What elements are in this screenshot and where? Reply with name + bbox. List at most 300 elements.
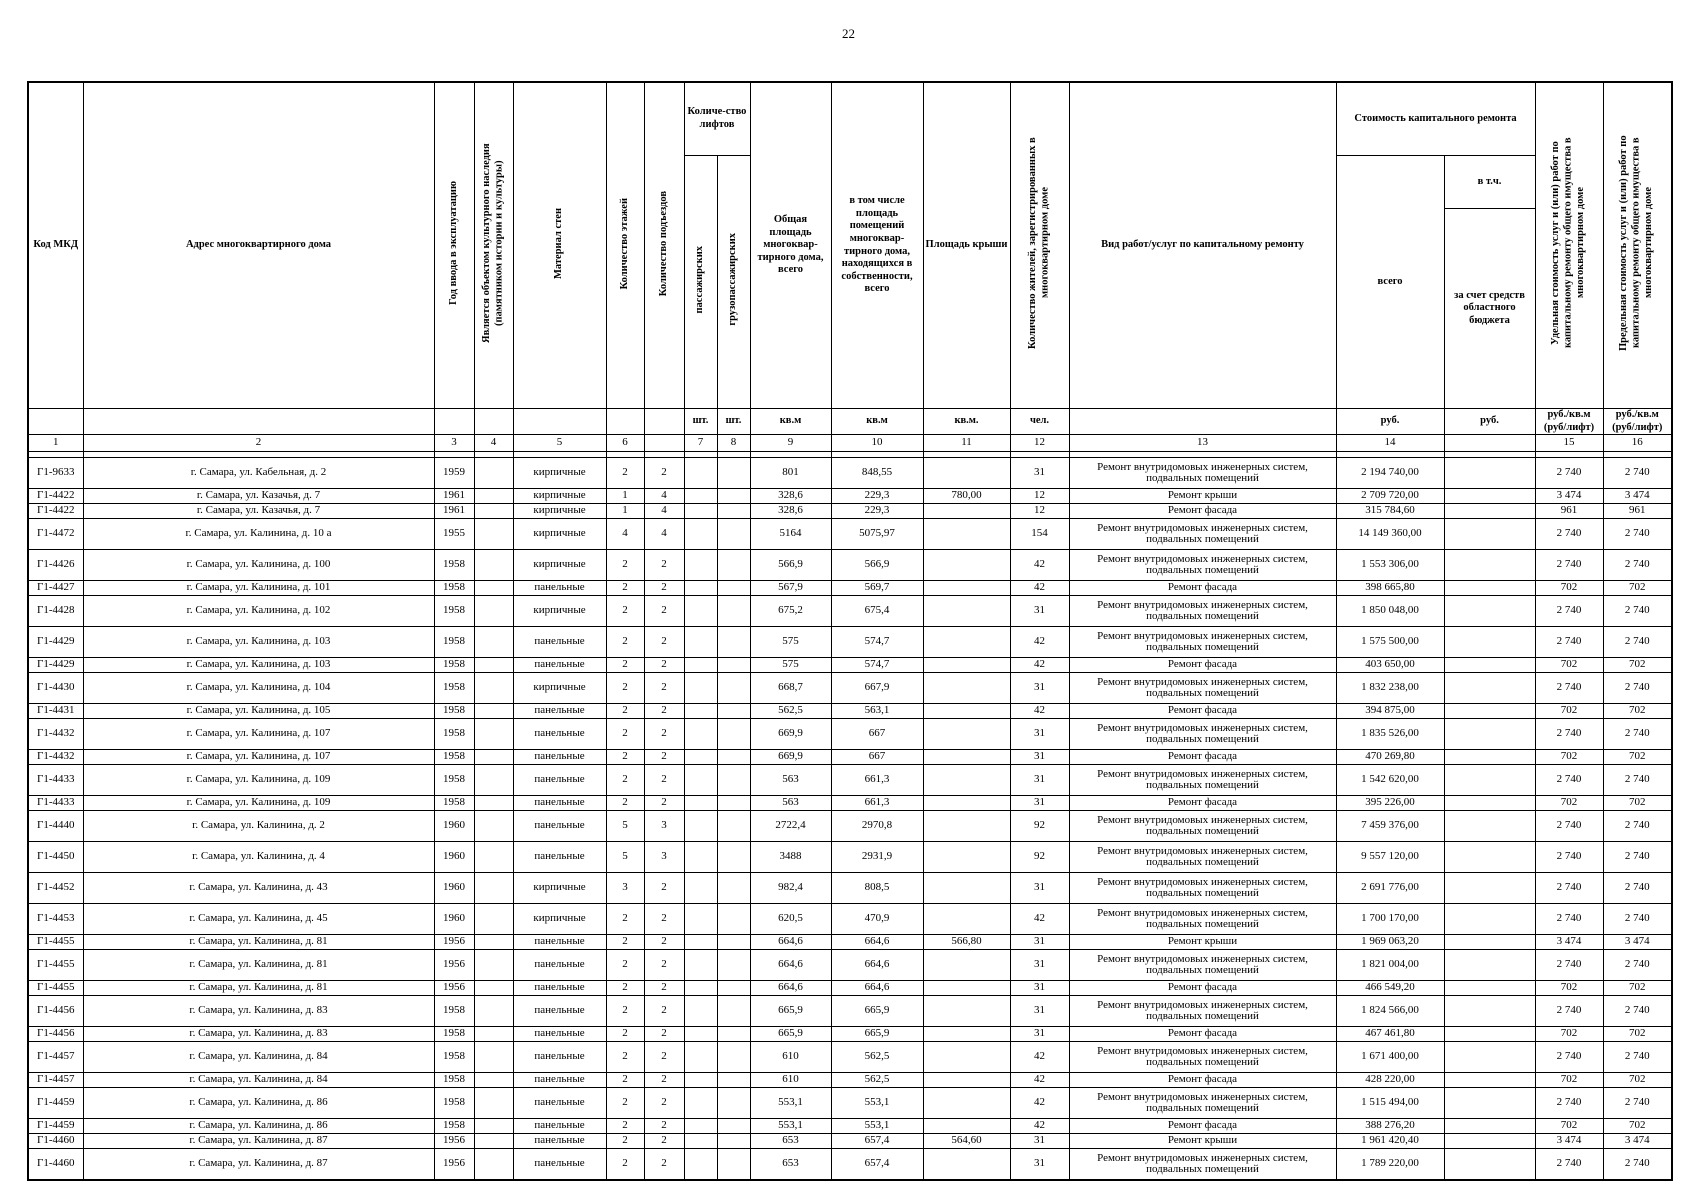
- row-cost-total: 1 575 500,00: [1336, 627, 1444, 658]
- row-material: панельные: [513, 842, 606, 873]
- header-cost-total: всего: [1336, 156, 1444, 409]
- row-code: Г1-4428: [28, 596, 83, 627]
- empty-cell: [684, 1119, 717, 1134]
- row-material: панельные: [513, 581, 606, 596]
- row-total-area: 664,6: [750, 935, 831, 950]
- table-row: [28, 489, 1672, 504]
- row-roof-area: [923, 519, 1010, 550]
- row-work-type: Ремонт фасада: [1069, 981, 1336, 996]
- row-entrances: 2: [644, 1134, 684, 1149]
- row-material: кирпичные: [513, 873, 606, 904]
- row-owned-area: 2931,9: [831, 842, 923, 873]
- row-cost-total: 388 276,20: [1336, 1119, 1444, 1134]
- row-limit-cost: 2 740: [1603, 519, 1672, 550]
- empty-cell: [717, 765, 750, 796]
- row-unit-cost: 2 740: [1535, 950, 1603, 981]
- empty-cell: [474, 658, 513, 673]
- row-work-type: Ремонт внутридомовых инженерных систем, подвальных помещений: [1069, 596, 1336, 627]
- row-work-type: Ремонт внутридомовых инженерных систем, подвальных помещений: [1069, 765, 1336, 796]
- row-owned-area: 569,7: [831, 581, 923, 596]
- row-entrances: 2: [644, 950, 684, 981]
- row-entrances: 2: [644, 719, 684, 750]
- row-work-type: Ремонт внутридомовых инженерных систем, подвальных помещений: [1069, 1149, 1336, 1181]
- row-total-area: 653: [750, 1149, 831, 1181]
- row-entrances: 3: [644, 811, 684, 842]
- row-cost-total: 1 961 420,40: [1336, 1134, 1444, 1149]
- row-year: 1960: [434, 811, 474, 842]
- empty-cell: [474, 550, 513, 581]
- empty-cell: [1444, 950, 1535, 981]
- table-row: [28, 1088, 1672, 1119]
- row-unit-cost: 961: [1535, 504, 1603, 519]
- row-owned-area: 667: [831, 719, 923, 750]
- empty-cell: [684, 1088, 717, 1119]
- row-limit-cost: 2 740: [1603, 673, 1672, 704]
- row-code: Г1-4450: [28, 842, 83, 873]
- empty-cell: [1444, 842, 1535, 873]
- row-work-type: Ремонт внутридомовых инженерных систем, подвальных помещений: [1069, 550, 1336, 581]
- row-residents: 42: [1010, 704, 1069, 719]
- header-unit-cost: Удельная стоимость услуг и (или) работ по капитальному ремонту общего имущества в многоквартирном доме: [1535, 82, 1603, 409]
- row-owned-area: 661,3: [831, 765, 923, 796]
- row-year: 1959: [434, 458, 474, 489]
- row-code: Г1-4457: [28, 1073, 83, 1088]
- row-address: г. Самара, ул. Калинина, д. 45: [83, 904, 434, 935]
- row-total-area: 2722,4: [750, 811, 831, 842]
- row-roof-area: [923, 1027, 1010, 1042]
- row-owned-area: 657,4: [831, 1134, 923, 1149]
- empty-cell: [474, 704, 513, 719]
- empty-cell: [684, 458, 717, 489]
- empty-cell: [1444, 719, 1535, 750]
- row-cost-total: 466 549,20: [1336, 981, 1444, 996]
- empty-cell: [1444, 1042, 1535, 1073]
- col-number: 8: [717, 435, 750, 452]
- row-entrances: 2: [644, 1073, 684, 1088]
- table-row: [28, 458, 1672, 489]
- row-residents: 31: [1010, 750, 1069, 765]
- row-material: кирпичные: [513, 550, 606, 581]
- row-unit-cost: 702: [1535, 750, 1603, 765]
- empty-cell: [684, 765, 717, 796]
- row-code: Г1-4433: [28, 765, 83, 796]
- row-address: г. Самара, ул. Калинина, д. 104: [83, 673, 434, 704]
- row-work-type: Ремонт внутридомовых инженерных систем, подвальных помещений: [1069, 719, 1336, 750]
- row-entrances: 2: [644, 873, 684, 904]
- row-year: 1958: [434, 627, 474, 658]
- empty-cell: [1444, 596, 1535, 627]
- table-row: [28, 627, 1672, 658]
- row-code: Г1-4452: [28, 873, 83, 904]
- row-year: 1961: [434, 504, 474, 519]
- row-total-area: 982,4: [750, 873, 831, 904]
- empty-cell: [717, 1027, 750, 1042]
- row-material: панельные: [513, 1027, 606, 1042]
- row-work-type: Ремонт внутридомовых инженерных систем, подвальных помещений: [1069, 458, 1336, 489]
- row-work-type: Ремонт внутридомовых инженерных систем, подвальных помещений: [1069, 811, 1336, 842]
- row-year: 1958: [434, 673, 474, 704]
- row-residents: 42: [1010, 904, 1069, 935]
- row-roof-area: [923, 811, 1010, 842]
- row-work-type: Ремонт фасада: [1069, 1027, 1336, 1042]
- row-unit-cost: 2 740: [1535, 1042, 1603, 1073]
- header-year: Год ввода в эксплуатацию: [434, 82, 474, 409]
- row-code: Г1-4432: [28, 750, 83, 765]
- row-unit-cost: 2 740: [1535, 673, 1603, 704]
- row-owned-area: 574,7: [831, 658, 923, 673]
- empty-cell: [1444, 704, 1535, 719]
- row-limit-cost: 3 474: [1603, 489, 1672, 504]
- empty-cell: [717, 750, 750, 765]
- row-cost-total: 394 875,00: [1336, 704, 1444, 719]
- table-row: [28, 1027, 1672, 1042]
- col-number: 2: [83, 435, 434, 452]
- row-unit-cost: 2 740: [1535, 811, 1603, 842]
- empty-cell: [684, 627, 717, 658]
- row-year: 1958: [434, 996, 474, 1027]
- col-number: 4: [474, 435, 513, 452]
- col-number: 9: [750, 435, 831, 452]
- row-owned-area: 661,3: [831, 796, 923, 811]
- table-row: [28, 765, 1672, 796]
- row-address: г. Самара, ул. Калинина, д. 4: [83, 842, 434, 873]
- row-entrances: 2: [644, 658, 684, 673]
- row-limit-cost: 2 740: [1603, 627, 1672, 658]
- row-limit-cost: 2 740: [1603, 904, 1672, 935]
- row-address: г. Самара, ул. Калинина, д. 81: [83, 981, 434, 996]
- row-address: г. Самара, ул. Калинина, д. 102: [83, 596, 434, 627]
- row-entrances: 4: [644, 519, 684, 550]
- row-year: 1958: [434, 750, 474, 765]
- row-roof-area: [923, 996, 1010, 1027]
- row-owned-area: 665,9: [831, 996, 923, 1027]
- row-address: г. Самара, ул. Калинина, д. 81: [83, 935, 434, 950]
- unit-total-area: кв.м: [750, 409, 831, 435]
- row-cost-total: 467 461,80: [1336, 1027, 1444, 1042]
- row-floors: 2: [606, 935, 644, 950]
- row-owned-area: 5075,97: [831, 519, 923, 550]
- row-cost-total: 398 665,80: [1336, 581, 1444, 596]
- row-address: г. Самара, ул. Калинина, д. 103: [83, 627, 434, 658]
- row-material: панельные: [513, 1149, 606, 1181]
- row-residents: 31: [1010, 1134, 1069, 1149]
- empty-cell: [1444, 658, 1535, 673]
- row-address: г. Самара, ул. Калинина, д. 87: [83, 1149, 434, 1181]
- row-material: панельные: [513, 750, 606, 765]
- row-entrances: 2: [644, 704, 684, 719]
- col-number: 16: [1603, 435, 1672, 452]
- header-cost-incl: в т.ч.: [1444, 156, 1535, 209]
- empty-cell: [717, 873, 750, 904]
- row-limit-cost: 3 474: [1603, 1134, 1672, 1149]
- row-material: панельные: [513, 765, 606, 796]
- row-material: панельные: [513, 1119, 606, 1134]
- empty-cell: [1444, 489, 1535, 504]
- row-entrances: 2: [644, 673, 684, 704]
- row-cost-total: 7 459 376,00: [1336, 811, 1444, 842]
- row-floors: 2: [606, 658, 644, 673]
- row-address: г. Самара, ул. Калинина, д. 43: [83, 873, 434, 904]
- empty-cell: [717, 811, 750, 842]
- row-code: Г1-4440: [28, 811, 83, 842]
- col-number: 14: [1336, 435, 1444, 452]
- row-entrances: 2: [644, 1027, 684, 1042]
- empty-cell: [717, 704, 750, 719]
- row-floors: 2: [606, 550, 644, 581]
- col-number: 15: [1535, 435, 1603, 452]
- row-residents: 31: [1010, 458, 1069, 489]
- row-cost-total: 1 542 620,00: [1336, 765, 1444, 796]
- empty-cell: [474, 981, 513, 996]
- row-entrances: 2: [644, 796, 684, 811]
- empty-cell: [717, 981, 750, 996]
- row-cost-total: 1 835 526,00: [1336, 719, 1444, 750]
- row-cost-total: 1 824 566,00: [1336, 996, 1444, 1027]
- row-entrances: 2: [644, 1149, 684, 1181]
- row-work-type: Ремонт фасада: [1069, 1073, 1336, 1088]
- empty-cell: [474, 504, 513, 519]
- row-roof-area: [923, 873, 1010, 904]
- empty-cell: [684, 981, 717, 996]
- row-material: панельные: [513, 627, 606, 658]
- empty-cell: [474, 581, 513, 596]
- row-roof-area: [923, 596, 1010, 627]
- row-roof-area: 564,60: [923, 1134, 1010, 1149]
- row-code: Г1-4430: [28, 673, 83, 704]
- row-year: 1958: [434, 550, 474, 581]
- empty-cell: [474, 796, 513, 811]
- row-work-type: Ремонт фасада: [1069, 581, 1336, 596]
- row-address: г. Самара, ул. Калинина, д. 109: [83, 765, 434, 796]
- header-entrances: Количество подъездов: [644, 82, 684, 409]
- empty-cell: [1444, 796, 1535, 811]
- row-code: Г1-4433: [28, 796, 83, 811]
- empty-cell: [474, 996, 513, 1027]
- header-lifts-passenger: пассажирских: [684, 156, 717, 409]
- row-residents: 31: [1010, 935, 1069, 950]
- empty-cell: [1444, 673, 1535, 704]
- row-residents: 31: [1010, 996, 1069, 1027]
- row-address: г. Самара, ул. Калинина, д. 100: [83, 550, 434, 581]
- row-work-type: Ремонт фасада: [1069, 1119, 1336, 1134]
- row-work-type: Ремонт внутридомовых инженерных систем, подвальных помещений: [1069, 842, 1336, 873]
- row-roof-area: [923, 504, 1010, 519]
- row-code: Г1-4429: [28, 627, 83, 658]
- row-code: Г1-4460: [28, 1134, 83, 1149]
- table-row: [28, 719, 1672, 750]
- row-total-area: 5164: [750, 519, 831, 550]
- row-material: кирпичные: [513, 904, 606, 935]
- row-total-area: 668,7: [750, 673, 831, 704]
- row-unit-cost: 2 740: [1535, 519, 1603, 550]
- table-row: [28, 596, 1672, 627]
- empty-cell: [684, 1134, 717, 1149]
- row-code: Г1-4455: [28, 935, 83, 950]
- empty-cell: [717, 658, 750, 673]
- empty-cell: [474, 1088, 513, 1119]
- empty-cell: [1444, 981, 1535, 996]
- row-owned-area: 667: [831, 750, 923, 765]
- row-unit-cost: 2 740: [1535, 596, 1603, 627]
- header-cost-budget: за счет средств областного бюджета: [1444, 209, 1535, 409]
- empty-cell: [1444, 904, 1535, 935]
- row-owned-area: 562,5: [831, 1042, 923, 1073]
- row-cost-total: 315 784,60: [1336, 504, 1444, 519]
- row-residents: 42: [1010, 581, 1069, 596]
- row-material: панельные: [513, 981, 606, 996]
- header-roof-area: Площадь крыши: [923, 82, 1010, 409]
- row-residents: 42: [1010, 550, 1069, 581]
- row-material: панельные: [513, 1134, 606, 1149]
- row-floors: 2: [606, 704, 644, 719]
- empty-cell: [1444, 996, 1535, 1027]
- empty-cell: [1444, 811, 1535, 842]
- row-year: 1958: [434, 1073, 474, 1088]
- row-owned-area: 562,5: [831, 1073, 923, 1088]
- row-total-area: 675,2: [750, 596, 831, 627]
- row-cost-total: 403 650,00: [1336, 658, 1444, 673]
- empty-cell: [474, 1134, 513, 1149]
- row-year: 1961: [434, 489, 474, 504]
- row-owned-area: 229,3: [831, 504, 923, 519]
- row-total-area: 566,9: [750, 550, 831, 581]
- empty-cell: [684, 996, 717, 1027]
- row-limit-cost: 702: [1603, 1027, 1672, 1042]
- row-residents: 31: [1010, 796, 1069, 811]
- row-code: Г1-4455: [28, 981, 83, 996]
- table-row: [28, 811, 1672, 842]
- row-limit-cost: 3 474: [1603, 935, 1672, 950]
- row-residents: 31: [1010, 950, 1069, 981]
- row-material: панельные: [513, 1042, 606, 1073]
- row-unit-cost: 702: [1535, 704, 1603, 719]
- table-row: [28, 796, 1672, 811]
- row-year: 1958: [434, 719, 474, 750]
- row-year: 1958: [434, 1088, 474, 1119]
- row-address: г. Самара, ул. Казачья, д. 7: [83, 504, 434, 519]
- row-code: Г1-4472: [28, 519, 83, 550]
- empty-cell: [474, 1073, 513, 1088]
- empty-cell: [474, 842, 513, 873]
- unit-roof-area: кв.м.: [923, 409, 1010, 435]
- row-year: 1958: [434, 1027, 474, 1042]
- empty-cell: [474, 765, 513, 796]
- empty-cell: [717, 996, 750, 1027]
- empty-cell: [684, 811, 717, 842]
- row-address: г. Самара, ул. Калинина, д. 84: [83, 1042, 434, 1073]
- row-code: Г1-4456: [28, 1027, 83, 1042]
- row-code: Г1-4460: [28, 1149, 83, 1181]
- col-number: 13: [1069, 435, 1336, 452]
- row-code: Г1-4457: [28, 1042, 83, 1073]
- empty-cell: [684, 658, 717, 673]
- row-owned-area: 848,55: [831, 458, 923, 489]
- table-row: [28, 935, 1672, 950]
- row-floors: 2: [606, 627, 644, 658]
- row-residents: 92: [1010, 811, 1069, 842]
- row-address: г. Самара, ул. Калинина, д. 107: [83, 719, 434, 750]
- row-residents: 31: [1010, 765, 1069, 796]
- row-residents: 31: [1010, 596, 1069, 627]
- empty-cell: [684, 719, 717, 750]
- row-unit-cost: 2 740: [1535, 1088, 1603, 1119]
- row-material: панельные: [513, 1073, 606, 1088]
- row-entrances: 2: [644, 996, 684, 1027]
- row-floors: 2: [606, 1088, 644, 1119]
- row-material: кирпичные: [513, 673, 606, 704]
- empty-cell: [684, 519, 717, 550]
- row-address: г. Самара, ул. Калинина, д. 81: [83, 950, 434, 981]
- row-code: Г1-4431: [28, 704, 83, 719]
- header-owned-area: в том числе площадь помещений многоквар-тирного дома, находящихся в собственности, всего: [831, 82, 923, 409]
- header-address: Адрес многоквартирного дома: [83, 82, 434, 409]
- row-total-area: 328,6: [750, 504, 831, 519]
- row-roof-area: [923, 658, 1010, 673]
- col-number: 3: [434, 435, 474, 452]
- row-material: кирпичные: [513, 504, 606, 519]
- empty-cell: [684, 904, 717, 935]
- row-total-area: 562,5: [750, 704, 831, 719]
- row-residents: 42: [1010, 1073, 1069, 1088]
- empty-cell: [474, 950, 513, 981]
- empty-cell: [474, 673, 513, 704]
- row-limit-cost: 702: [1603, 750, 1672, 765]
- row-material: кирпичные: [513, 489, 606, 504]
- row-year: 1956: [434, 935, 474, 950]
- row-material: кирпичные: [513, 458, 606, 489]
- row-limit-cost: 702: [1603, 796, 1672, 811]
- header-heritage: Является объектом культурного наследия (памятником истории и культуры): [474, 82, 513, 409]
- row-roof-area: [923, 1119, 1010, 1134]
- header-code: Код МКД: [28, 82, 83, 409]
- empty-cell: [474, 519, 513, 550]
- row-material: панельные: [513, 950, 606, 981]
- row-code: Г1-4453: [28, 904, 83, 935]
- row-residents: 154: [1010, 519, 1069, 550]
- empty-cell: [717, 489, 750, 504]
- row-entrances: 2: [644, 1042, 684, 1073]
- row-work-type: Ремонт фасада: [1069, 704, 1336, 719]
- row-roof-area: [923, 719, 1010, 750]
- col-number: 7: [684, 435, 717, 452]
- row-owned-area: 665,9: [831, 1027, 923, 1042]
- row-owned-area: 563,1: [831, 704, 923, 719]
- empty-cell: [684, 950, 717, 981]
- row-total-area: 801: [750, 458, 831, 489]
- col-number: [644, 435, 684, 452]
- empty-cell: [684, 550, 717, 581]
- row-code: Г1-9633: [28, 458, 83, 489]
- table-row: [28, 504, 1672, 519]
- row-entrances: 2: [644, 935, 684, 950]
- row-residents: 12: [1010, 489, 1069, 504]
- row-residents: 42: [1010, 658, 1069, 673]
- row-total-area: 553,1: [750, 1088, 831, 1119]
- row-work-type: Ремонт внутридомовых инженерных систем, подвальных помещений: [1069, 1088, 1336, 1119]
- row-owned-area: 664,6: [831, 950, 923, 981]
- row-residents: 31: [1010, 673, 1069, 704]
- row-address: г. Самара, ул. Калинина, д. 86: [83, 1119, 434, 1134]
- row-limit-cost: 2 740: [1603, 719, 1672, 750]
- row-code: Г1-4459: [28, 1088, 83, 1119]
- row-cost-total: 1 671 400,00: [1336, 1042, 1444, 1073]
- row-floors: 2: [606, 673, 644, 704]
- empty-cell: [474, 719, 513, 750]
- row-owned-area: 675,4: [831, 596, 923, 627]
- table-row: [28, 658, 1672, 673]
- row-floors: 2: [606, 750, 644, 765]
- row-entrances: 4: [644, 504, 684, 519]
